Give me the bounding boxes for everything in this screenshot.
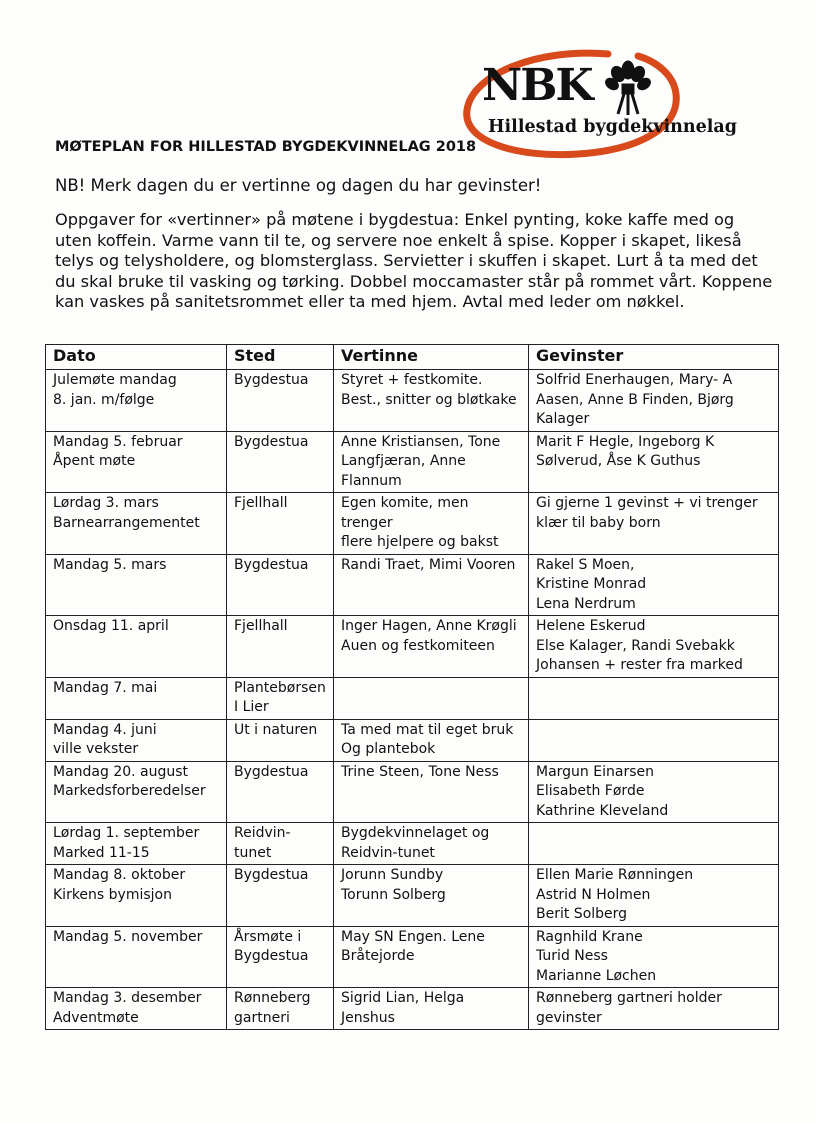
prizes-cell: Gi gjerne 1 gevinst + vi trenger klær til baby born	[529, 493, 779, 555]
place-cell: Reidvin-tunet	[227, 823, 334, 865]
date-cell: Mandag 5. november	[46, 926, 227, 988]
place-cell: Fjellhall	[227, 616, 334, 678]
host-cell: Styret + festkomite. Best., snitter og bløtkake	[334, 370, 529, 432]
table-row	[46, 926, 779, 988]
host-cell: Sigrid Lian, Helga Jenshus	[334, 988, 529, 1030]
table-header-row	[46, 345, 779, 370]
prizes-cell: Margun Einarsen Elisabeth Førde Kathrine Kleveland	[529, 761, 779, 823]
table-row	[46, 761, 779, 823]
place-cell: Ut i naturen	[227, 719, 334, 761]
date-cell: Mandag 20. august Markedsforberedelser	[46, 761, 227, 823]
host-cell	[334, 677, 529, 719]
prizes-cell: Marit F Hegle, Ingeborg K Sølverud, Åse K Guthus	[529, 431, 779, 493]
place-cell: Plantebørsen I Lier	[227, 677, 334, 719]
table-row	[46, 493, 779, 555]
table-row	[46, 719, 779, 761]
prizes-cell: Helene Eskerud Else Kalager, Randi Svebakk Johansen + rester fra marked	[529, 616, 779, 678]
column-header-prizes: Gevinster	[529, 345, 779, 370]
column-header-place: Sted	[227, 345, 334, 370]
place-cell: Bygdestua	[227, 431, 334, 493]
table-row	[46, 865, 779, 927]
table-row	[46, 370, 779, 432]
table-row	[46, 677, 779, 719]
date-cell: Onsdag 11. april	[46, 616, 227, 678]
date-cell: Mandag 3. desember Adventmøte	[46, 988, 227, 1030]
page-title: MØTEPLAN FOR HILLESTAD BYGDEKVINNELAG 2018	[55, 139, 477, 155]
place-cell: Bygdestua	[227, 761, 334, 823]
place-cell: Rønneberg gartneri	[227, 988, 334, 1030]
svg-text:Hillestad bygdekvinnelag: Hillestad bygdekvinnelag	[488, 117, 737, 137]
nbk-logo-graphic	[458, 44, 737, 160]
meeting-schedule-table	[45, 344, 779, 1030]
prizes-cell: Ragnhild Krane Turid Ness Marianne Løchen	[529, 926, 779, 988]
date-cell: Lørdag 3. mars Barnearrangementet	[46, 493, 227, 555]
table-row	[46, 616, 779, 678]
date-cell: Mandag 5. mars	[46, 554, 227, 616]
host-cell: Egen komite, men trenger flere hjelpere og bakst	[334, 493, 529, 555]
host-cell: Jorunn Sundby Torunn Solberg	[334, 865, 529, 927]
place-cell: Bygdestua	[227, 865, 334, 927]
date-cell: Mandag 7. mai	[46, 677, 227, 719]
reminder-note: NB! Merk dagen du er vertinne og dagen du har gevinster!	[55, 176, 542, 195]
svg-text:NBK: NBK	[482, 60, 592, 111]
prizes-cell	[529, 823, 779, 865]
date-cell: Julemøte mandag 8. jan. m/følge	[46, 370, 227, 432]
table-row	[46, 823, 779, 865]
prizes-cell: Ellen Marie Rønningen Astrid N Holmen Berit Solberg	[529, 865, 779, 927]
nbk-logo	[458, 44, 737, 160]
prizes-cell: Solfrid Enerhaugen, Mary- A Aasen, Anne B Finden, Bjørg Kalager	[529, 370, 779, 432]
wheat-sheaf-icon	[603, 61, 652, 115]
host-cell: Bygdekvinnelaget og Reidvin-tunet	[334, 823, 529, 865]
column-header-date: Dato	[46, 345, 227, 370]
date-cell: Mandag 4. juni ville vekster	[46, 719, 227, 761]
date-cell: Mandag 5. februar Åpent møte	[46, 431, 227, 493]
host-cell: Ta med mat til eget bruk Og plantebok	[334, 719, 529, 761]
host-cell: Anne Kristiansen, Tone Langfjæran, Anne Flannum	[334, 431, 529, 493]
date-cell: Mandag 8. oktober Kirkens bymisjon	[46, 865, 227, 927]
place-cell: Bygdestua	[227, 554, 334, 616]
prizes-cell	[529, 677, 779, 719]
prizes-cell: Rakel S Moen, Kristine Monrad Lena Nerdrum	[529, 554, 779, 616]
host-tasks-paragraph: Oppgaver for «vertinner» på møtene i bygdestua: Enkel pynting, koke kaffe med og uten koffein. Varme vann til te, og servere noe enkelt å spise. Kopper i skapet, likeså telys og telysholdere, og blomsterglass. Servietter i skuffen i skapet. Lurt å ta med det du skal bruke til vasking og tørking. Dobbel moccamaster står på rommet vårt. Koppene kan vaskes på sanitetsrommet eller ta med hjem. Avtal med leder om nøkkel.	[55, 210, 773, 312]
place-cell: Bygdestua	[227, 370, 334, 432]
host-cell: Randi Traet, Mimi Vooren	[334, 554, 529, 616]
table-row	[46, 554, 779, 616]
place-cell: Årsmøte i Bygdestua	[227, 926, 334, 988]
host-cell: Trine Steen, Tone Ness	[334, 761, 529, 823]
place-cell: Fjellhall	[227, 493, 334, 555]
table-row	[46, 988, 779, 1030]
host-cell: Inger Hagen, Anne Krøgli Auen og festkomiteen	[334, 616, 529, 678]
prizes-cell: Rønneberg gartneri holder gevinster	[529, 988, 779, 1030]
prizes-cell	[529, 719, 779, 761]
date-cell: Lørdag 1. september Marked 11-15	[46, 823, 227, 865]
table-row	[46, 431, 779, 493]
column-header-host: Vertinne	[334, 345, 529, 370]
host-cell: May SN Engen. Lene Bråtejorde	[334, 926, 529, 988]
